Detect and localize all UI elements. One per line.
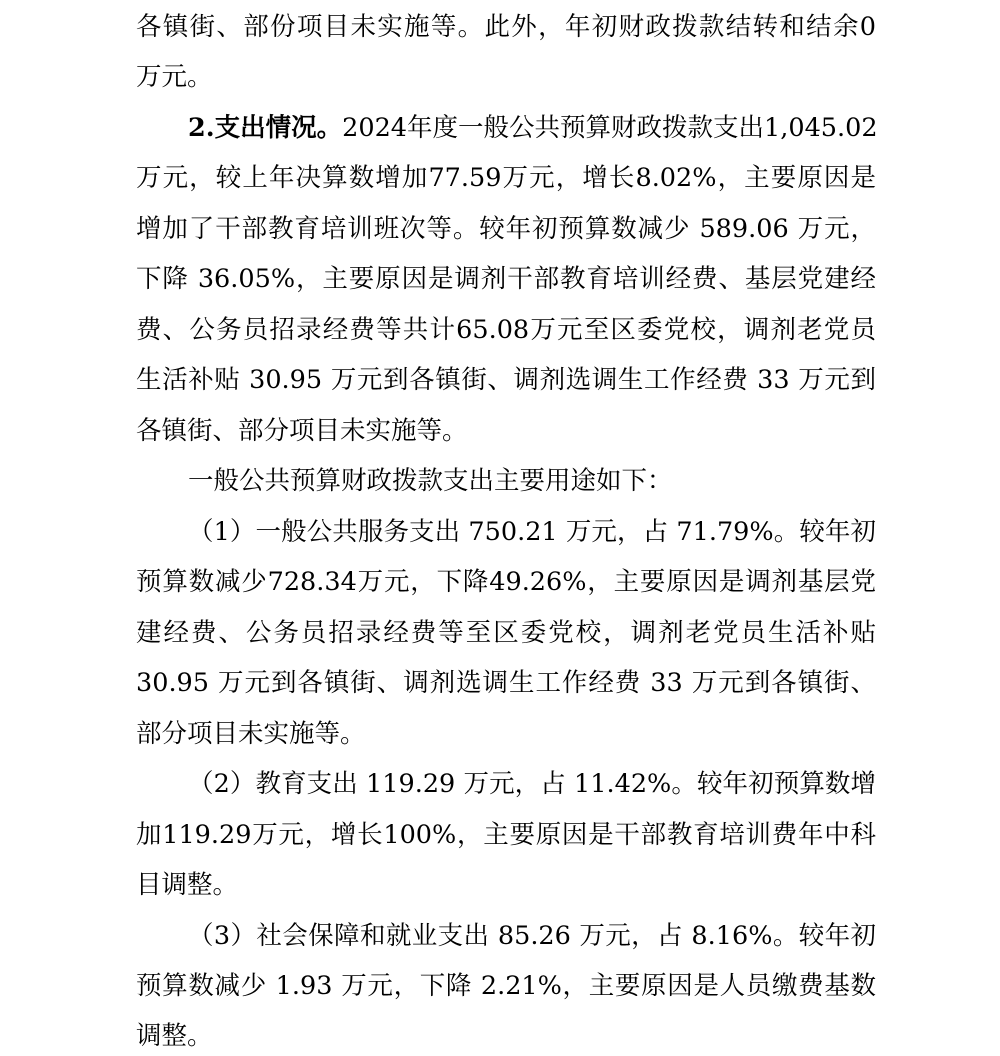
text-line-2: 万元。 (136, 62, 213, 92)
text-line-7: 费、公务员招录经费等共计65.08万元至区委党校，调剂老党员 (136, 315, 876, 345)
text-line-14: 30.95 万元到各镇街、调剂选调生工作经费 33 万元到各镇街、 (136, 668, 876, 698)
text-line-6: 下降 36.05%，主要原因是调剂干部教育培训经费、基层党建经 (136, 264, 876, 294)
text-line-12: 预算数减少728.34万元，下降49.26%，主要原因是调剂基层党 (136, 567, 876, 597)
text-line-3: 2.支出情况。2024年度一般公共预算财政拨款支出1,045.02 (188, 113, 878, 143)
text-line-5: 增加了干部教育培训班次等。较年初预算数减少 589.06 万元， (136, 214, 876, 244)
text-line-17: 加119.29万元，增长100%，主要原因是干部教育培训费年中科 (136, 820, 876, 850)
text-line-16: （2）教育支出 119.29 万元，占 11.42%。较年初预算数增 (188, 769, 876, 799)
text-line-4: 万元，较上年决算数增加77.59万元，增长8.02%，主要原因是 (136, 163, 876, 193)
text-line-9: 各镇街、部分项目未实施等。 (136, 416, 468, 446)
text-line-13: 建经费、公务员招录经费等至区委党校，调剂老党员生活补贴 (136, 618, 876, 648)
text-line-1: 各镇街、部份项目未实施等。此外，年初财政拨款结转和结余0 (136, 12, 876, 42)
text-line-21: 调整。 (136, 1021, 213, 1051)
text-line-18: 目调整。 (136, 870, 239, 900)
section-heading: 2.支出情况。 (188, 113, 343, 143)
text-line-15: 部分项目未实施等。 (136, 719, 366, 749)
text-line-20: 预算数减少 1.93 万元，下降 2.21%，主要原因是人员缴费基数 (136, 971, 876, 1001)
text-line-11: （1）一般公共服务支出 750.21 万元，占 71.79%。较年初 (188, 517, 876, 547)
text-line-19: （3）社会保障和就业支出 85.26 万元，占 8.16%。较年初 (188, 921, 876, 951)
text-line-8: 生活补贴 30.95 万元到各镇街、调剂选调生工作经费 33 万元到 (136, 365, 876, 395)
text-line-10: 一般公共预算财政拨款支出主要用途如下： (188, 466, 673, 496)
